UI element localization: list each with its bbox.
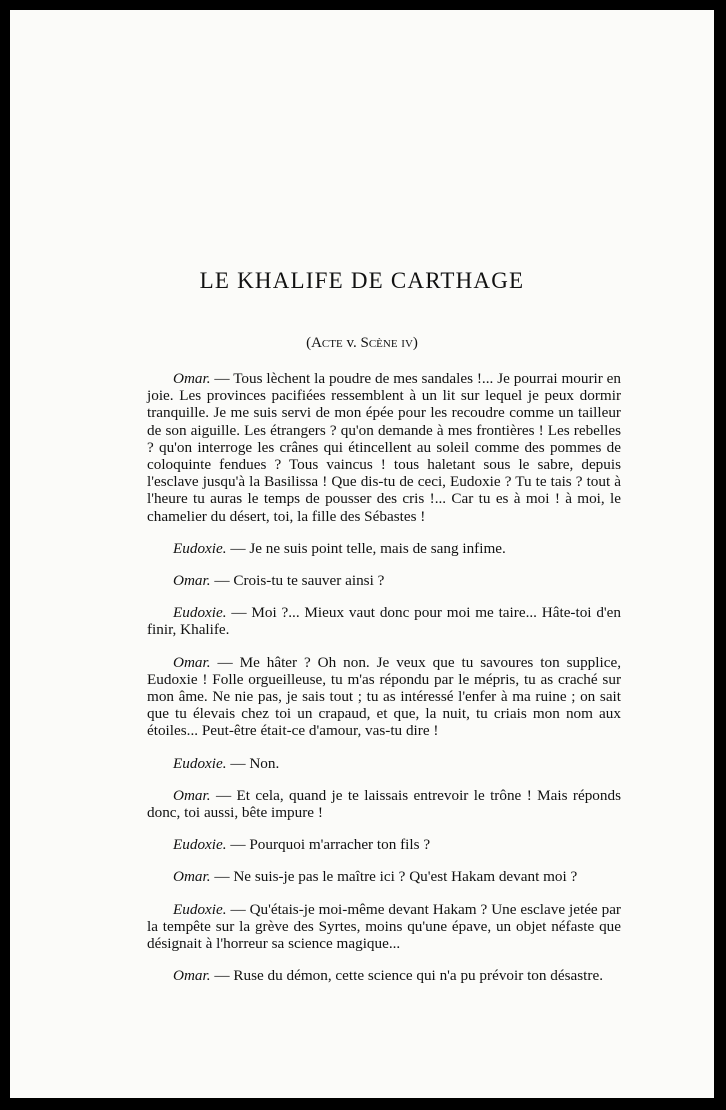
dialogue-line bbox=[147, 787, 621, 821]
scene-label: Scène bbox=[360, 335, 398, 351]
speaker-name: Omar. bbox=[173, 572, 211, 590]
line-text: — Ne suis-je pas le maître ici ? Qu'est Hakam devant moi ? bbox=[210, 868, 578, 886]
act-scene-heading bbox=[10, 335, 714, 352]
speaker-name: Omar. bbox=[173, 868, 211, 886]
speaker-name: Eudoxie. bbox=[173, 836, 227, 854]
dialogue-line bbox=[147, 755, 621, 772]
page-sheet bbox=[10, 10, 714, 1098]
line-text: — Ruse du démon, cette science qui n'a pu prévoir ton désastre. bbox=[210, 967, 603, 985]
line-text: — Qu'étais-je moi-même devant Hakam ? Une esclave jetée par la tempête sur la grève des Syrtes, moins qu'une épave, un objet néfaste que désignait à l'horreur sa science magique... bbox=[147, 900, 621, 953]
speaker-name: Eudoxie. bbox=[173, 604, 227, 622]
dialogue-body bbox=[147, 370, 621, 999]
speaker-name: Omar. bbox=[173, 370, 211, 387]
line-text: — Je ne suis point telle, mais de sang infime. bbox=[226, 539, 506, 557]
dialogue-line bbox=[147, 836, 621, 853]
dialogue-line bbox=[147, 901, 621, 953]
line-text: — Moi ?... Mieux vaut donc pour moi me taire... Hâte-toi d'en finir, Khalife. bbox=[147, 604, 621, 639]
acte-label: Acte bbox=[311, 335, 343, 351]
speaker-name: Omar. bbox=[173, 653, 211, 671]
line-text: — Et cela, quand je te laissais entrevoir le trône ! Mais réponds donc, toi aussi, bête impure ! bbox=[147, 786, 621, 822]
dialogue-line bbox=[147, 654, 621, 740]
speaker-name: Eudoxie. bbox=[173, 754, 227, 772]
line-text: — Non. bbox=[226, 754, 280, 772]
speaker-name: Eudoxie. bbox=[173, 900, 227, 918]
dialogue-line bbox=[147, 868, 621, 885]
paren-open: ( bbox=[306, 335, 312, 351]
act-number: v. bbox=[342, 335, 361, 351]
speaker-name: Omar. bbox=[173, 967, 211, 985]
line-text: — Pourquoi m'arracher ton fils ? bbox=[226, 836, 431, 854]
speaker-name: Omar. bbox=[173, 786, 211, 804]
dialogue-line bbox=[147, 967, 621, 984]
speaker-name: Eudoxie. bbox=[173, 539, 227, 557]
scene-number: iv bbox=[397, 335, 413, 351]
line-text: — Me hâter ? Oh non. Je veux que tu savoures ton supplice, Eudoxie ! Folle orgueilleuse, tu m'as répondu par le mépris, tu as craché sur mon âme. Ne nie pas, je sais tout ; tu as intéressé l'enfer à ma ruine ; on sait que tu élevais chez toi un crapaud, et que, la nuit, tu criais mon nom aux étoiles... Peut-être était-ce d'amour, vas-tu dire ! bbox=[147, 653, 621, 740]
dialogue-line bbox=[147, 572, 621, 589]
paren-close: ) bbox=[412, 335, 418, 351]
dialogue-line bbox=[147, 540, 621, 557]
line-text: — Tous lèchent la poudre de mes sandales !... Je pourrai mourir en joie. Les provinces pacifiées ressemblent à un lit sur lequel je peux dormir tranquille. Je me suis servi de mon épée pour les recoudre comme un tailleur de son aiguille. Les étrangers ? qu'on demande à mes frontières ! Les rebelles ? qu'on interroge les crânes qui étincellent au soleil comme des pommes de coloquinte fendues ? Tous vaincus ! tous haletant sous le sabre, depuis l'esclave jusqu'à la Basilissa ! Que dis-tu de ceci, Eudoxie ? Tu te tais ? tout à l'heure tu auras le temps de pousser des cris !... Car tu es à moi ! à moi, le chamelier du désert, toi, la fille des Sébastes ! bbox=[147, 370, 621, 525]
dialogue-line bbox=[147, 370, 621, 525]
line-text: — Crois-tu te sauver ainsi ? bbox=[210, 572, 385, 590]
page-title: LE KHALIFE DE CARTHAGE bbox=[199, 268, 525, 293]
dialogue-line bbox=[147, 604, 621, 638]
